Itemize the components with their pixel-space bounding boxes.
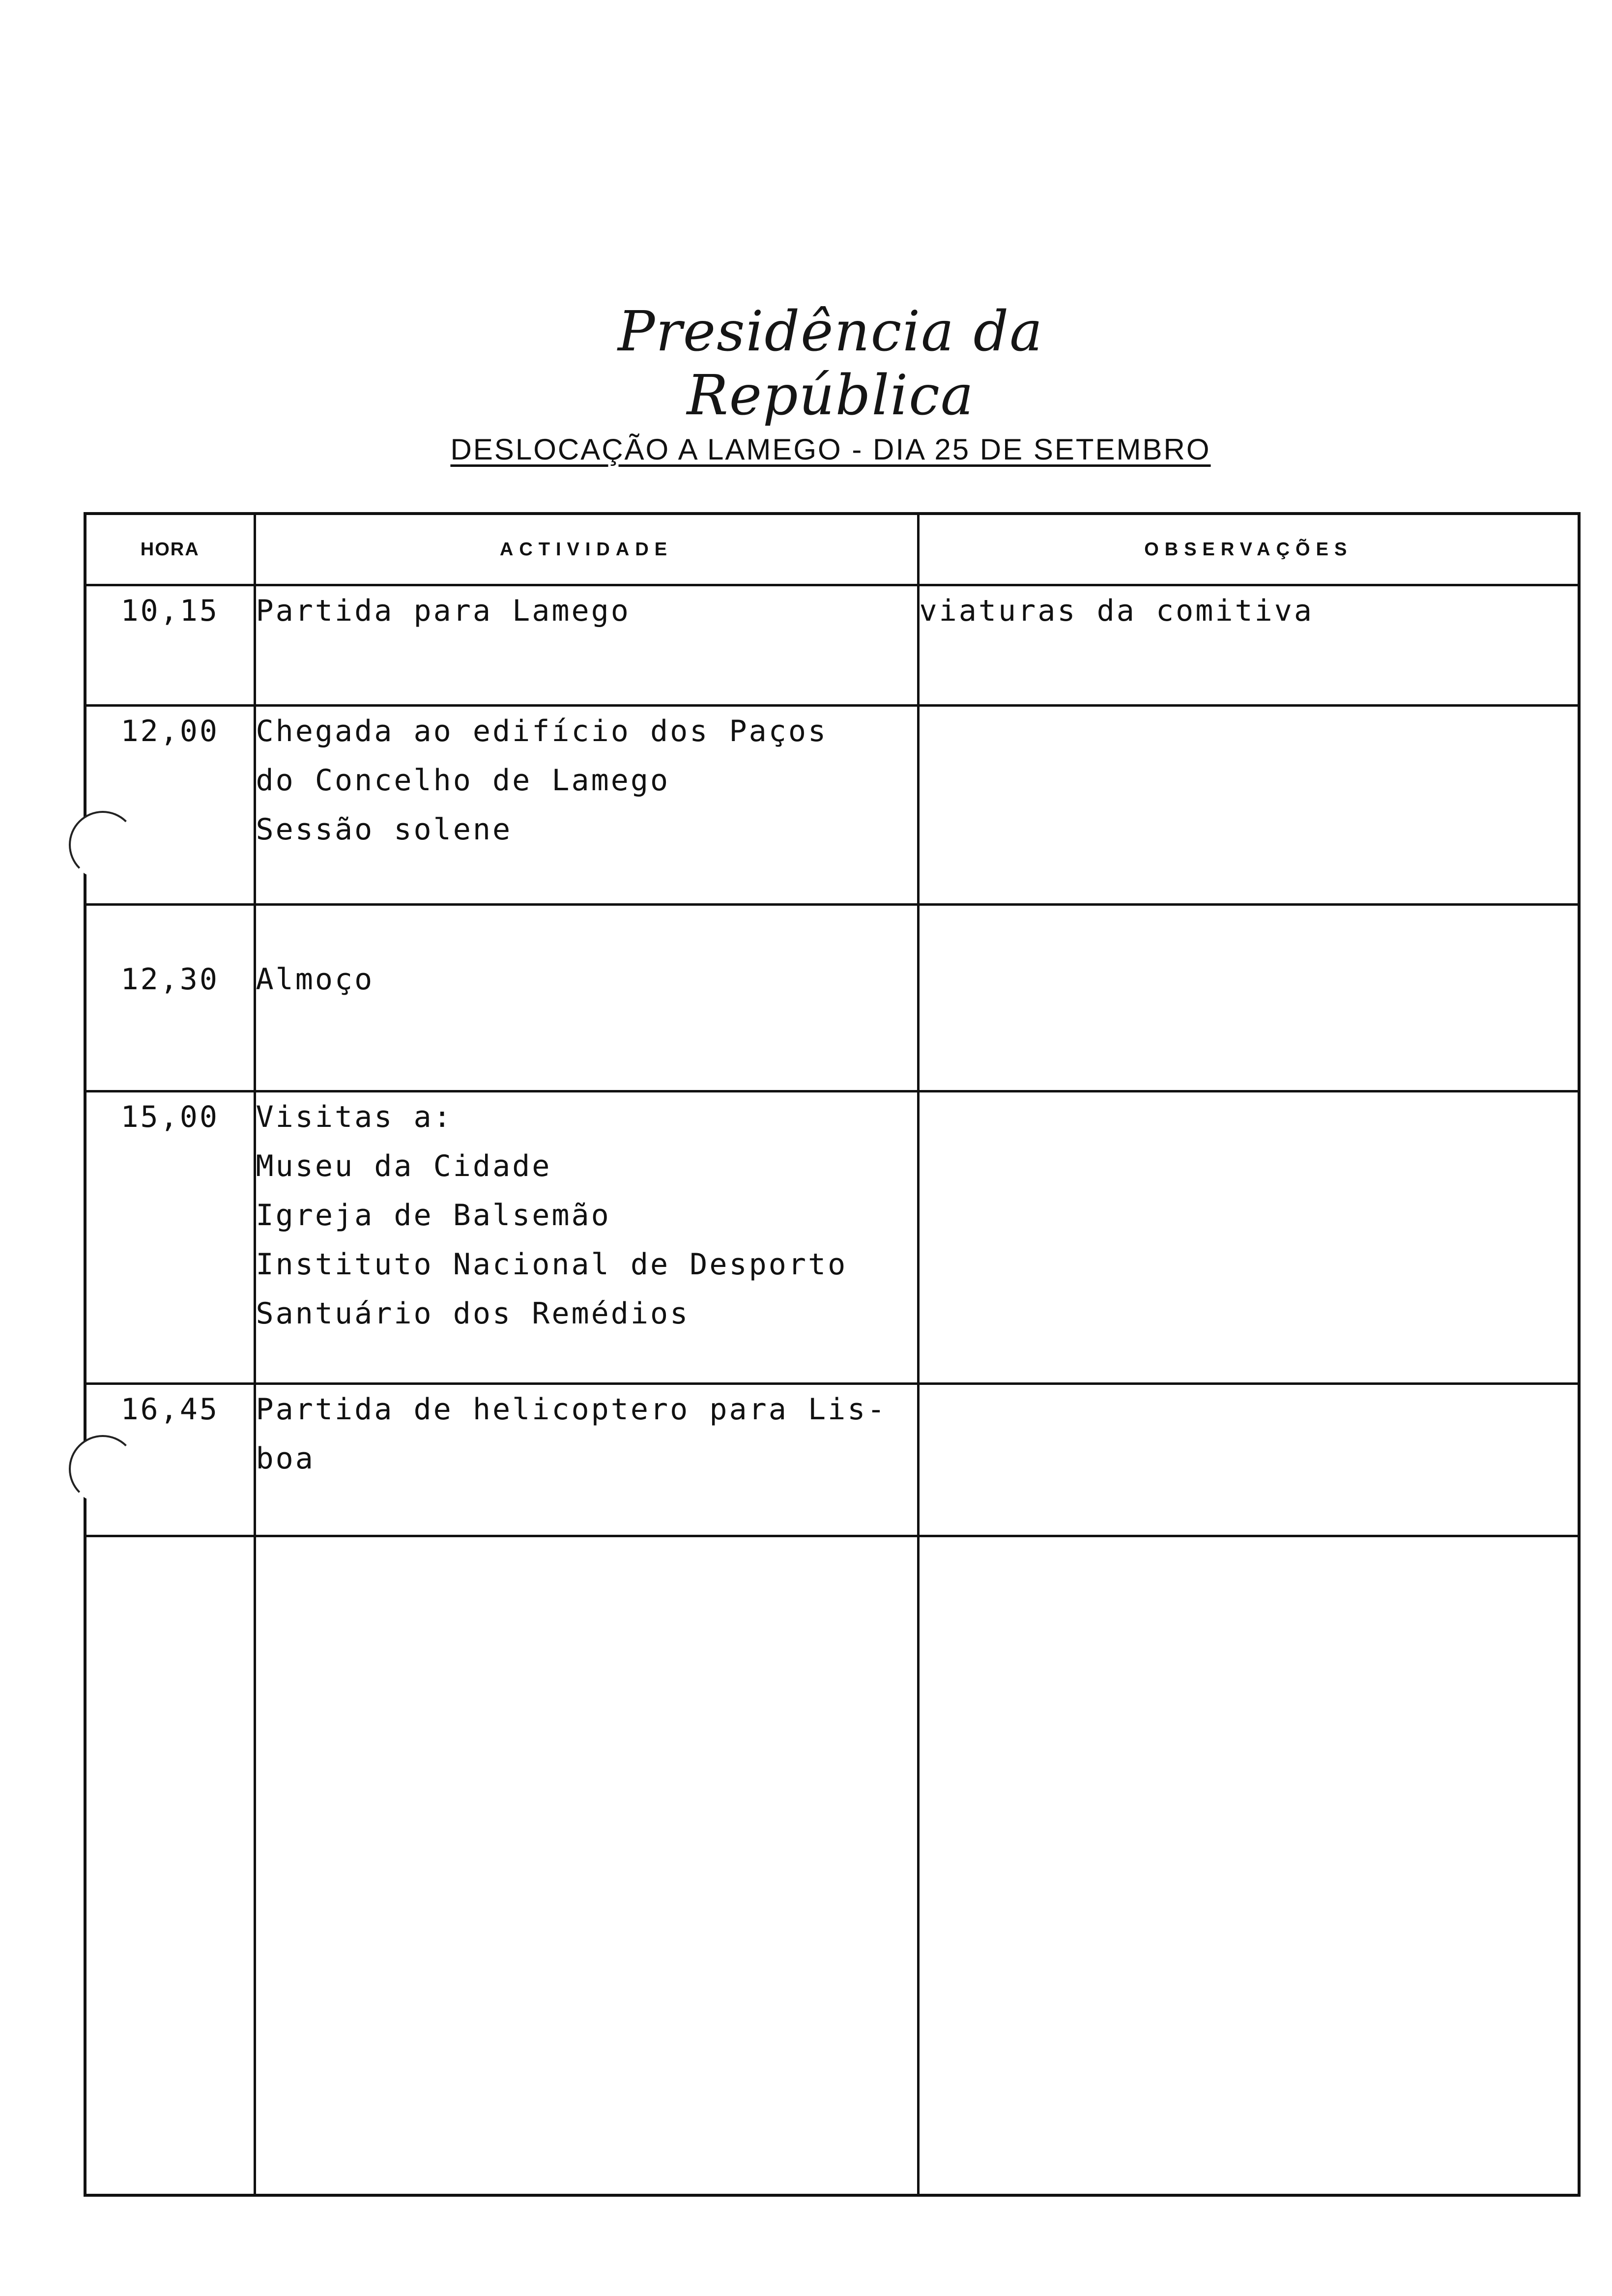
table-row <box>85 1384 1579 1536</box>
table-row <box>85 706 1579 905</box>
actividade-line: Partida de helicoptero para Lis- <box>256 1392 887 1427</box>
hora-cell: 12,30 <box>85 905 255 1091</box>
schedule-table <box>84 512 1581 2197</box>
hora-cell: 10,15 <box>85 585 255 706</box>
table-row <box>85 1091 1579 1384</box>
hora-cell: 12,00 <box>85 706 255 905</box>
punch-hole <box>69 1435 137 1503</box>
hora-cell: 15,00 <box>85 1091 255 1384</box>
actividade-line: boa <box>256 1441 315 1476</box>
actividade-line: Visitas a: <box>256 1100 453 1134</box>
observacoes-cell <box>918 1091 1579 1384</box>
column-header-actividade: ACTIVIDADE <box>255 514 918 585</box>
column-header-hora: HORA <box>85 514 255 585</box>
table-header-row <box>85 514 1579 585</box>
observacoes-cell: viaturas da comitiva <box>918 585 1579 706</box>
actividade-line: Santuário dos Remédios <box>256 1296 690 1331</box>
observacoes-cell <box>918 905 1579 1091</box>
column-header-observacoes: OBSERVAÇÕES <box>918 514 1579 585</box>
actividade-cell <box>255 706 918 905</box>
letterhead: Presidência da República <box>618 300 1043 428</box>
actividade-line: Museu da Cidade <box>256 1149 552 1183</box>
actividade-line: Partida para Lamego <box>256 594 631 628</box>
observacoes-cell <box>918 1536 1579 2196</box>
actividade-line: do Concelho de Lamego <box>256 763 670 798</box>
actividade-line: Igreja de Balsemão <box>256 1198 611 1233</box>
actividade-line: Almoço <box>256 962 374 997</box>
actividade-line: Instituto Nacional de Desporto <box>256 1247 848 1282</box>
table-row <box>85 905 1579 1091</box>
actividade-line: Chegada ao edifício dos Paços <box>256 714 828 748</box>
table-row <box>85 585 1579 706</box>
observacoes-cell <box>918 706 1579 905</box>
punch-hole <box>69 811 137 879</box>
document-title: DESLOCAÇÃO A LAMEGO - DIA 25 DE SETEMBRO <box>450 433 1211 466</box>
actividade-cell <box>255 905 918 1091</box>
actividade-line: Sessão solene <box>256 812 513 847</box>
observacoes-cell <box>918 1384 1579 1536</box>
hora-cell: 16,45 <box>85 1384 255 1536</box>
actividade-cell <box>255 1384 918 1536</box>
actividade-cell <box>255 1091 918 1384</box>
hora-cell <box>85 1536 255 2196</box>
actividade-cell <box>255 585 918 706</box>
table-row-empty <box>85 1536 1579 2196</box>
actividade-cell <box>255 1536 918 2196</box>
